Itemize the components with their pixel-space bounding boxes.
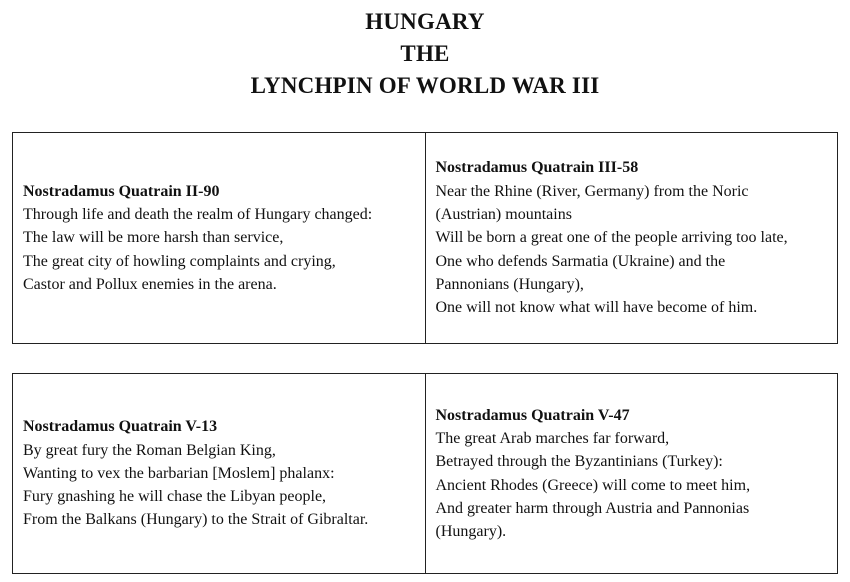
quatrain-line: Near the Rhine (River, Germany) from the Noric [435, 182, 749, 200]
quatrain-line: Through life and death the realm of Hungary changed: [23, 206, 373, 224]
quatrain-cell-ii-90 [13, 133, 425, 343]
quatrain-line: One will not know what will have become of him. [435, 299, 758, 317]
quatrain-cell-v-47 [425, 374, 838, 573]
quatrain-line: Pannonians (Hungary), [435, 275, 584, 293]
quatrain-line: The law will be more harsh than service, [23, 229, 284, 247]
quatrain-line: (Hungary). [435, 523, 507, 541]
quatrain-heading: Nostradamus Quatrain V-47 [435, 406, 630, 424]
quatrain-heading: Nostradamus Quatrain II-90 [23, 182, 220, 200]
quatrain-line: Wanting to vex the barbarian [Moslem] phalanx: [23, 464, 335, 482]
quatrain-line: Ancient Rhodes (Greece) will come to meet him, [435, 476, 751, 494]
quatrain-line: The great city of howling complaints and crying, [23, 252, 336, 270]
quatrain-line: One who defends Sarmatia (Ukraine) and the [435, 252, 726, 270]
quatrain-line: (Austrian) mountains [435, 206, 572, 224]
quatrain-heading: Nostradamus Quatrain V-13 [23, 418, 218, 436]
page-title [0, 6, 850, 102]
title-line-3: LYNCHPIN OF WORLD WAR III [250, 73, 600, 98]
quatrain-line: The great Arab marches far forward, [435, 429, 670, 447]
quatrain-line: Fury gnashing he will chase the Libyan people, [23, 488, 327, 506]
quatrain-cell-v-13 [13, 374, 425, 573]
title-line-2: THE [400, 41, 450, 66]
quatrain-line: From the Balkans (Hungary) to the Strait of Gibraltar. [23, 511, 369, 529]
quatrain-table-bottom [12, 373, 838, 574]
quatrain-line: Betrayed through the Byzantinians (Turkey): [435, 453, 723, 471]
quatrain-line: Will be born a great one of the people arriving too late, [435, 229, 788, 247]
quatrain-cell-iii-58 [425, 133, 838, 343]
quatrain-table-top [12, 132, 838, 344]
quatrain-line: Castor and Pollux enemies in the arena. [23, 275, 277, 293]
quatrain-heading: Nostradamus Quatrain III-58 [435, 159, 639, 177]
title-line-1: HUNGARY [365, 9, 485, 34]
quatrain-line: By great fury the Roman Belgian King, [23, 441, 276, 459]
quatrain-line: And greater harm through Austria and Pannonias [435, 499, 750, 517]
